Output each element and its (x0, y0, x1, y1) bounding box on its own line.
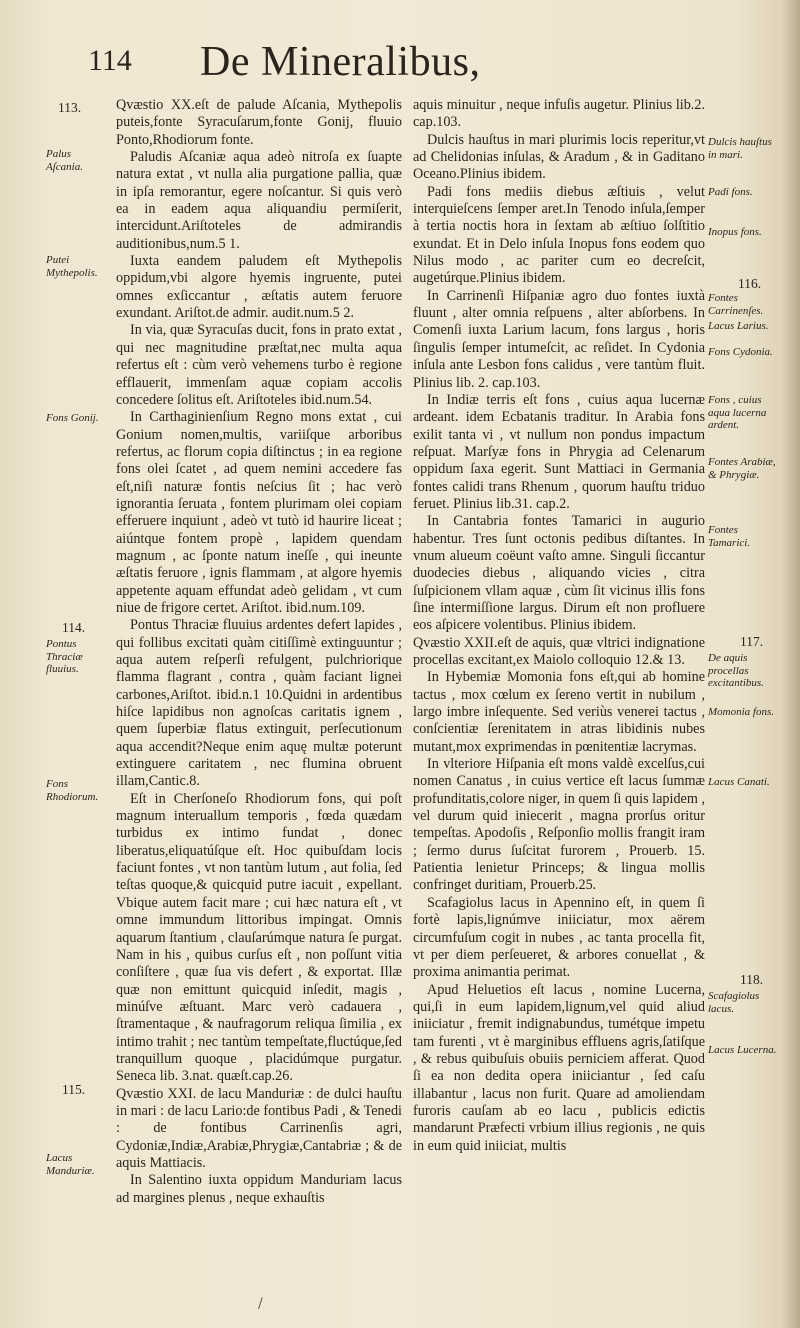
paragraph-cantabria: In Cantabria fontes Tamarici in augurio habentur. Tres ſunt octonis pedibus diſtantes. In vnum alueum coëunt vaſto amne. Singuli ſiccantur duodecies diebus , aliquando vicies , citra ſuſpicionem vllam aquæ , cùm ſit vicinus illis fons ſine intermiſſione largus. Dirum eſt non profluere eos aſpicere volentibus. Plinius ibidem. (413, 513, 705, 634)
quaestio-22-heading: Qvæstio XXII.eſt de aquis, quæ vltrici indignatione procellas excitant,ex Maiolo colloquio 12.& 13. (413, 634, 705, 668)
margin-note-putei-mythepolis: Putei Mythepolis. (46, 254, 98, 279)
margin-note-lacus-canati: Lacus Canati. (708, 776, 770, 788)
paragraph-continuation: aquis minuitur , neque infuſis augetur. Plinius lib.2. cap.103. (413, 97, 705, 131)
paragraph-gonium: In Carthaginienſium Regno mons extat , cui Gonium nomen,multis, variiſque arboribus refertus, ac florum copia diſtinctus ; in ea regione fons olei ſcatet , ad quem nemini accedere fas eſt,niſi naturæ fontis neſcius ſit ; hac verò ignorantia ſeruata , fontem plurimam olei copiam efferuere inquiunt , adeò vt tutò id haurire liceat ; aiúntque fontem propè , lapidem quendam magnum , ac ſponte natum ineſſe , qui ineunte æſtatis feruore , ignis flammam , at algore hyemis appetente aquam effundat adeò gelidam , vt cum niue de frigore certet. Ariſtot. ibid.num.109. (116, 409, 402, 616)
margin-note-fons-lucerna: Fons , cuius aqua lucerna ardent. (708, 394, 767, 431)
paragraph-pontus: Pontus Thraciæ fluuius ardentes defert lapides , qui follibus excitati quàm citiſſimè extinguuntur ; aqua autem reſperſi refulgent, pulchriorique flamma flagrant , contra , quàm faciant lignei carbones,Ariſtot. ibid.n.1 10.Quidni in ardentibus hiſce lapidibus non agnoſcas caritatis ignem , quem ſuperbiæ flatus extinguit, perſecutionum aqua accendit?Neque enim aquę multæ poterunt extinguere caritatem , nec flumina obruent illam,Cantic.8. (116, 617, 402, 790)
margin-note-dulcis-haustus: Dulcis hauſtus in mari. (708, 136, 772, 161)
page-number: 114 (88, 44, 132, 77)
paragraph-palus-ascania: Paludis Aſcaniæ aqua adeò nitroſa ex ſuapte natura extat , vt nulla alia purgatione pallia, quæ in ipſa remorantur, egere noſcantur. Si quis verò ea in eadem aqua aliquandiu permiſerit, intercidunt.Ariſtoteles de admirandis auditionibus,num.5 1. (116, 149, 402, 252)
margin-note-pontus-thraciae: Pontus Thraciæ fluuius. (46, 638, 83, 675)
paragraph-carrinensis: In Carrinenſi Hiſpaniæ agro duo fontes iuxtà fluunt , alter omnia reſpuens , alter abſorbens. In Comenſi iuxta Larium lacum, fons largus , horis ſingulis ſemper intumeſcit, ac reſidet. In Cydonia inſula ante Lesbon fons calidus , vere tantùm fluit. Plinius lib. 2. cap.103. (413, 287, 705, 391)
paragraph-syracusae: In via, quæ Syracuſas ducit, fons in prato extat , qui nec magnitudine præſtat,nec multa aqua refertus eſt : cùm verò vehemens turbo è regione efflauerit, immenſam aquæ copiam accolis concedere ſolitus eſt. Ariſtoteles ibid.num.54. (116, 322, 402, 408)
paragraph-dulcis-haustus: Dulcis hauſtus in mari plurimis locis reperitur,vt ad Chelidonias inſulas, & Aradum , & in Gaditano Oceano.Plinius ibidem. (413, 131, 705, 183)
margin-note-fontes-arabiae: Fontes Arabiæ, & Phrygiæ. (708, 456, 776, 481)
margin-note-padi-fons: Padi fons. (708, 186, 753, 198)
paragraph-rhodii: Eſt in Cherſoneſo Rhodiorum fons, qui poſt magnum interuallum temporis , fœda quædam turbidus ex intimo fundat , donec liberatus,eliquatúſque eſt. Hoc quibuſdam locis faciunt fontes , vt non tantùm lutum , aut folia, ſed teſtas quoque,& quicquid putre iacuit , expellant. Vbique autem facit mare ; cui hæc natura eſt , vt omne immundum littoribus impingat. Omnis aquarum ſtantium , clauſarúmque natura ſe purgat. Nam in his , quibus curſus eſt , non poſſunt vitia conſiſtere , quæ ſua vis defert , & exportat. Illæ quæ non emittunt quicquid inſedit, magis , minúſve æſtuant. Marc verò cadauera , ſtramentaque , & naufragorum reliqua ſimilia , ex intimo trahit ; nec tantùm tempeſtate,fluctúque,ſed tranquillum quoque , placidúmque purgatur. Seneca lib. 3.nat. quæſt.cap.26. (116, 790, 402, 1085)
paragraph-manduria: In Salentino iuxta oppidum Manduriam lacus ad margines plenus , neque exhauſtis (116, 1172, 402, 1206)
quaestio-21-heading: Qvæstio XXI. de lacu Manduriæ : de dulci hauſtu in mari : de lacu Lario:de fontibus Padi , & Tenedi : de fontibus Carrinenſis agri, Cydoniæ,Indiæ,Arabiæ,Phrygiæ,Cantabriæ ; & de aquis Mattiacis. (116, 1085, 402, 1171)
footer-mark: / (258, 1296, 263, 1312)
margin-number-114: 114. (62, 620, 86, 635)
margin-note-scafagiolus: Scafagiolus lacus. (708, 990, 760, 1015)
paragraph-mythepolis: Iuxta eandem paludem eſt Mythepolis oppidum,vbi algore hyemis ingruente, putei omnes exſiccantur , æſtatis autem feruore exundant. Ariſtot.de admir. audit.num.5 2. (116, 253, 402, 322)
margin-number-117: 117. (740, 634, 764, 649)
margin-number-115: 115. (62, 1082, 86, 1097)
margin-note-lacus-larius: Lacus Larius. (708, 320, 769, 332)
margin-number-118: 118. (740, 972, 764, 987)
margin-note-inopus-fons: Inopus fons. (708, 226, 762, 238)
paragraph-hispania: In vlteriore Hiſpania eſt mons valdè excelſus,cui nomen Canatus , in cuius vertice eſt lacus ſummæ profunditatis,colore niger, in quem ſi quis lapidem , vel durum quid iniecerit , magna prorſus oritur tempeſtas. Apodoſis , Reſponſio mollis frangit iram ; ſermo durus ſuſcitat furorem , Prouerb. 15. Patientia lenietur Princeps; & lingua mollis confringet duritiam, Prouerb.25. (413, 756, 705, 894)
margin-note-lacus-manduriae: Lacus Manduriæ. (46, 1152, 95, 1177)
margin-note-lacus-lucerna: Lacus Lucerna. (708, 1044, 777, 1056)
margin-number-113: 113. (58, 100, 82, 115)
paragraph-hybernia: In Hybemiæ Momonia fons eſt,qui ab homine tactus , mox cœlum ex ſereno vertit in nubilum , largo imbre inſequente. Sed veriùs venerei tactus , conſcientiæ ſerenitatem in atras libidinis nubes mutant,mox exprimendas in pœnitentiæ lacrymas. (413, 669, 705, 755)
left-text-column (116, 97, 402, 1207)
margin-note-momonia: Momonia fons. (708, 706, 774, 718)
running-title: De Mineralibus, (200, 39, 481, 85)
right-text-column (413, 97, 705, 1155)
margin-note-fontes-tamarici: Fontes Tamarici. (708, 524, 751, 549)
paragraph-scafagiolus: Scafagiolus lacus in Apennino eſt, in quem ſi fortè lapis,lignúmve iniiciatur, mox aërem circumfuſum cogit in nubes , ac tanta procella fit, vt per diem perſeueret, & arbores conuellat , & proxima animantia perimat. (413, 894, 705, 981)
margin-note-fons-gonij: Fons Gonij. (46, 412, 99, 424)
margin-note-palus-ascania: Palus Aſcania. (46, 148, 83, 173)
margin-note-fons-cydonia: Fons Cydonia. (708, 346, 773, 358)
paragraph-india: In Indiæ terris eſt fons , cuius aqua lucernæ ardeant. idem Ecbatanis traditur. In Arabia fons exilit tanta vi , vt nullum non pondus impactum reſpuat. Marſyæ fons in Phrygia ad Celenarum oppidum ſaxa egerit. Sunt Mattiaci in Germania fontes calidi trans Rhenum , quorum hauſtu triduo feruet. Plinius lib.31. cap.2. (413, 391, 705, 512)
margin-number-116: 116. (738, 276, 762, 291)
margin-note-fons-rhodiorum: Fons Rhodiorum. (46, 778, 99, 803)
margin-note-de-aquis: De aquis procellas excitantibus. (708, 652, 764, 689)
paragraph-lucerna: Apud Heluetios eſt lacus , nomine Lucerna, qui,ſi in eum lapidem,lignum,vel quid aliud iniiciatur , fremit indignabundus, tumétque impetu tam furenti , vt è marginibus effluens agris,ſatiſque , & rebus quibuſuis obuiis perniciem afferat. Quod ſi ea non dedita opera iniiciantur , ſed caſu illabantur , lacus non furit. Quare ad amoliendam furoris cauſam ab eo lacu , publicis edictis mandarunt Præfecti vrbium illius regionis , ne quis in eum quid iniiciat, multis (413, 981, 705, 1154)
margin-note-fontes-carrinenses: Fontes Carrinenſes. (708, 292, 764, 317)
paragraph-padi-fons: Padi fons mediis diebus æſtiuis , velut interquieſcens ſemper aret.In Tenodo inſula,ſemper à tertia noctis hora in ſextam ab æſtiuo ſolſtitio exundat. Et in Delo inſula Inopus fons eodem quo Nilus modo , ac pariter cum eo decreſcit, augetúrque.Plinius ibidem. (413, 183, 705, 287)
quaestio-20-heading: Qvæstio XX.eſt de palude Aſcania, Mythepolis puteis,fonte Syracuſarum,fonte Gonij, fluuio Ponto,Rhodiorum fonte. (116, 97, 402, 148)
page-edge-shadow (782, 0, 800, 1328)
